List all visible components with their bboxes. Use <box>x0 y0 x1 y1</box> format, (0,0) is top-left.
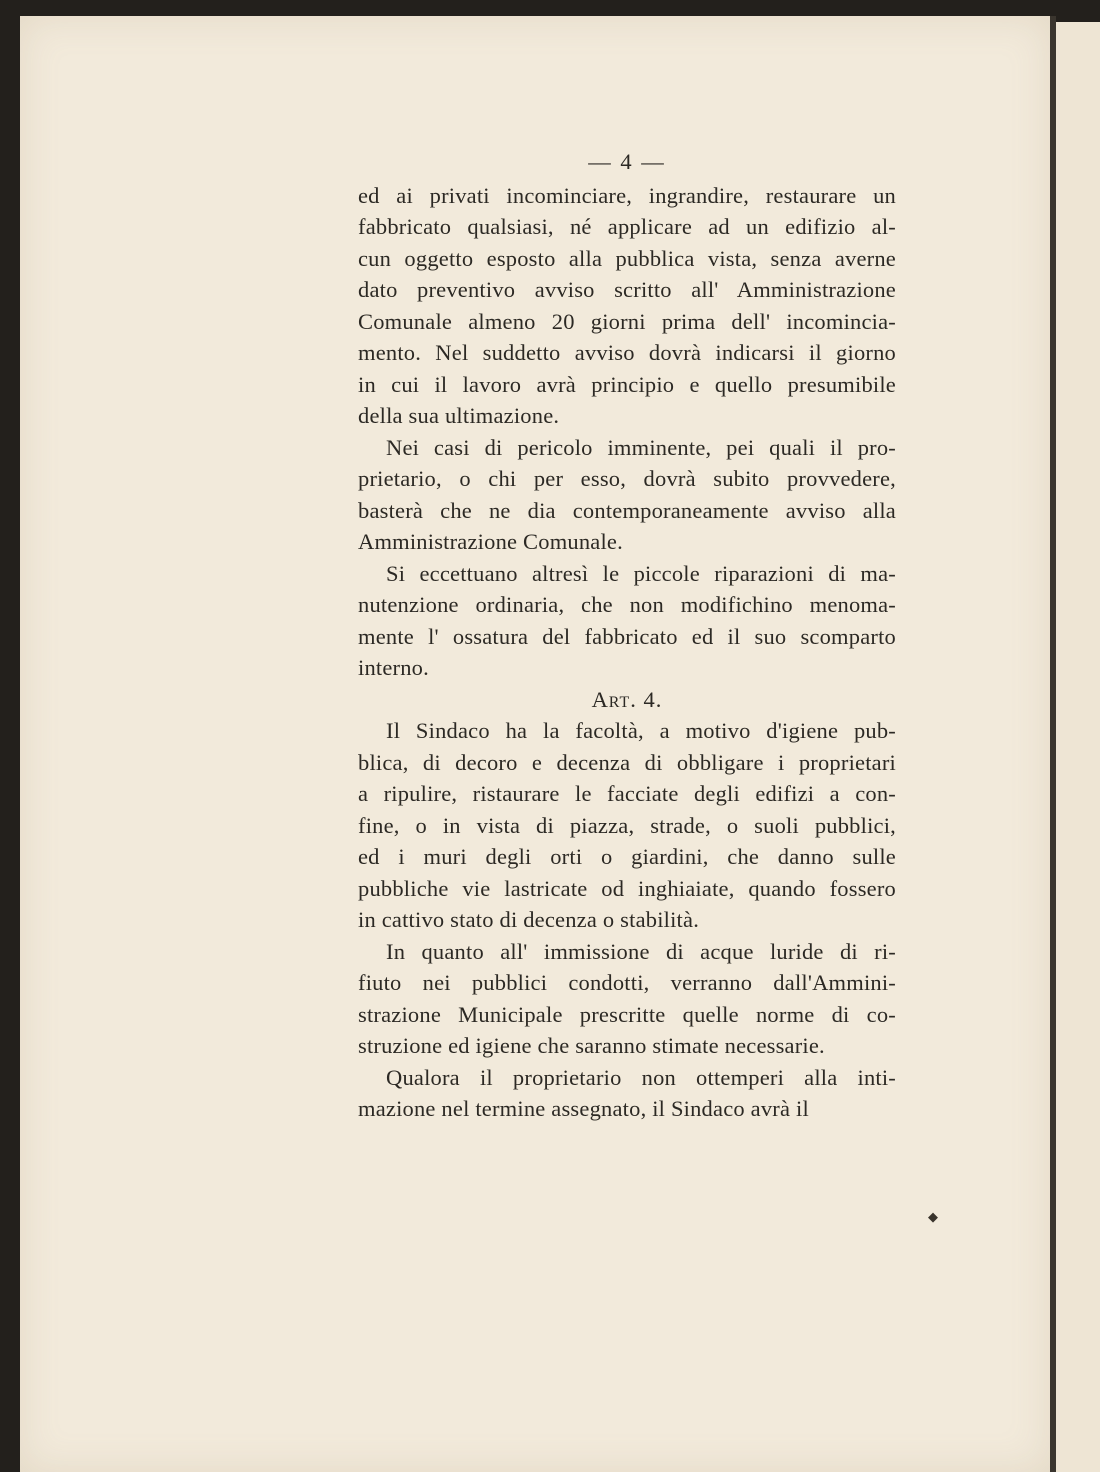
text-line: interno. <box>358 655 429 680</box>
text-line: ed i muri degli orti o giardini, che danno sulle <box>358 844 896 869</box>
text-line: mento. Nel suddetto avviso dovrà indicarsi il giorno <box>358 340 896 365</box>
text-line: ed ai privati incominciare, ingrandire, restaurare un <box>358 182 896 208</box>
text-line: fabbricato qualsiasi, né applicare ad un edifizio al- <box>358 214 896 239</box>
text-line: in cui il lavoro avrà principio e quello presumibile <box>358 371 896 397</box>
text-line: Qualora il proprietario non ottemperi alla inti- <box>386 1064 896 1090</box>
text-line: blica, di decoro e decenza di obbligare i proprietari <box>358 749 896 775</box>
text-line: a ripulire, ristaurare le facciate degli edifizi a con- <box>358 781 896 806</box>
text-line: Comunale almeno 20 giorni prima dell' incomincia- <box>358 308 896 334</box>
ink-speck-icon: ◆ <box>928 1210 938 1225</box>
page-text-block <box>358 146 896 1125</box>
text-line: basterà che ne dia contemporaneamente avviso alla <box>358 497 896 523</box>
paragraph <box>358 936 896 1062</box>
paragraph <box>358 558 896 684</box>
page-number: — 4 — <box>588 149 666 174</box>
text-line: Nei casi di pericolo imminente, pei quali il pro- <box>386 434 896 460</box>
text-line: della sua ultimazione. <box>358 403 560 428</box>
facing-page-edge <box>1056 22 1100 1472</box>
text-line: nutenzione ordinaria, che non modifichino menoma- <box>358 592 896 617</box>
text-line: in cattivo stato di decenza o stabilità. <box>358 907 700 932</box>
text-line: strazione Municipale prescritte quelle norme di co- <box>358 1001 896 1027</box>
body-paragraphs <box>358 180 896 684</box>
text-line: mente l' ossatura del fabbricato ed il suo scomparto <box>358 623 896 649</box>
text-line: cun oggetto esposto alla pubblica vista, senza averne <box>358 245 896 271</box>
text-line: Si eccettuano altresì le piccole riparazioni di ma- <box>386 560 896 586</box>
text-line: struzione ed igiene che saranno stimate necessarie. <box>358 1033 825 1058</box>
text-line: pubbliche vie lastricate od inghiaiate, quando fossero <box>358 875 896 901</box>
text-line: Il Sindaco ha la facoltà, a motivo d'igiene pub- <box>386 718 896 743</box>
text-line: prietario, o chi per esso, dovrà subito provvedere, <box>358 466 896 491</box>
article-heading: Art. 4. <box>591 686 663 712</box>
paragraph <box>358 715 896 936</box>
paragraph <box>358 180 896 432</box>
text-line: mazione nel termine assegnato, il Sindaco avrà il <box>358 1096 809 1121</box>
text-line: fine, o in vista di piazza, strade, o suoli pubblici, <box>358 812 896 838</box>
paragraph <box>358 1062 896 1125</box>
text-line: fiuto nei pubblici condotti, verranno dall'Ammini- <box>358 970 896 995</box>
text-line: dato preventivo avviso scritto all' Amministrazione <box>358 277 896 302</box>
text-line: Amministrazione Comunale. <box>358 529 623 554</box>
text-line: In quanto all' immissione di acque luride di ri- <box>386 938 896 964</box>
article-paragraphs <box>358 715 896 1125</box>
paragraph <box>358 432 896 558</box>
